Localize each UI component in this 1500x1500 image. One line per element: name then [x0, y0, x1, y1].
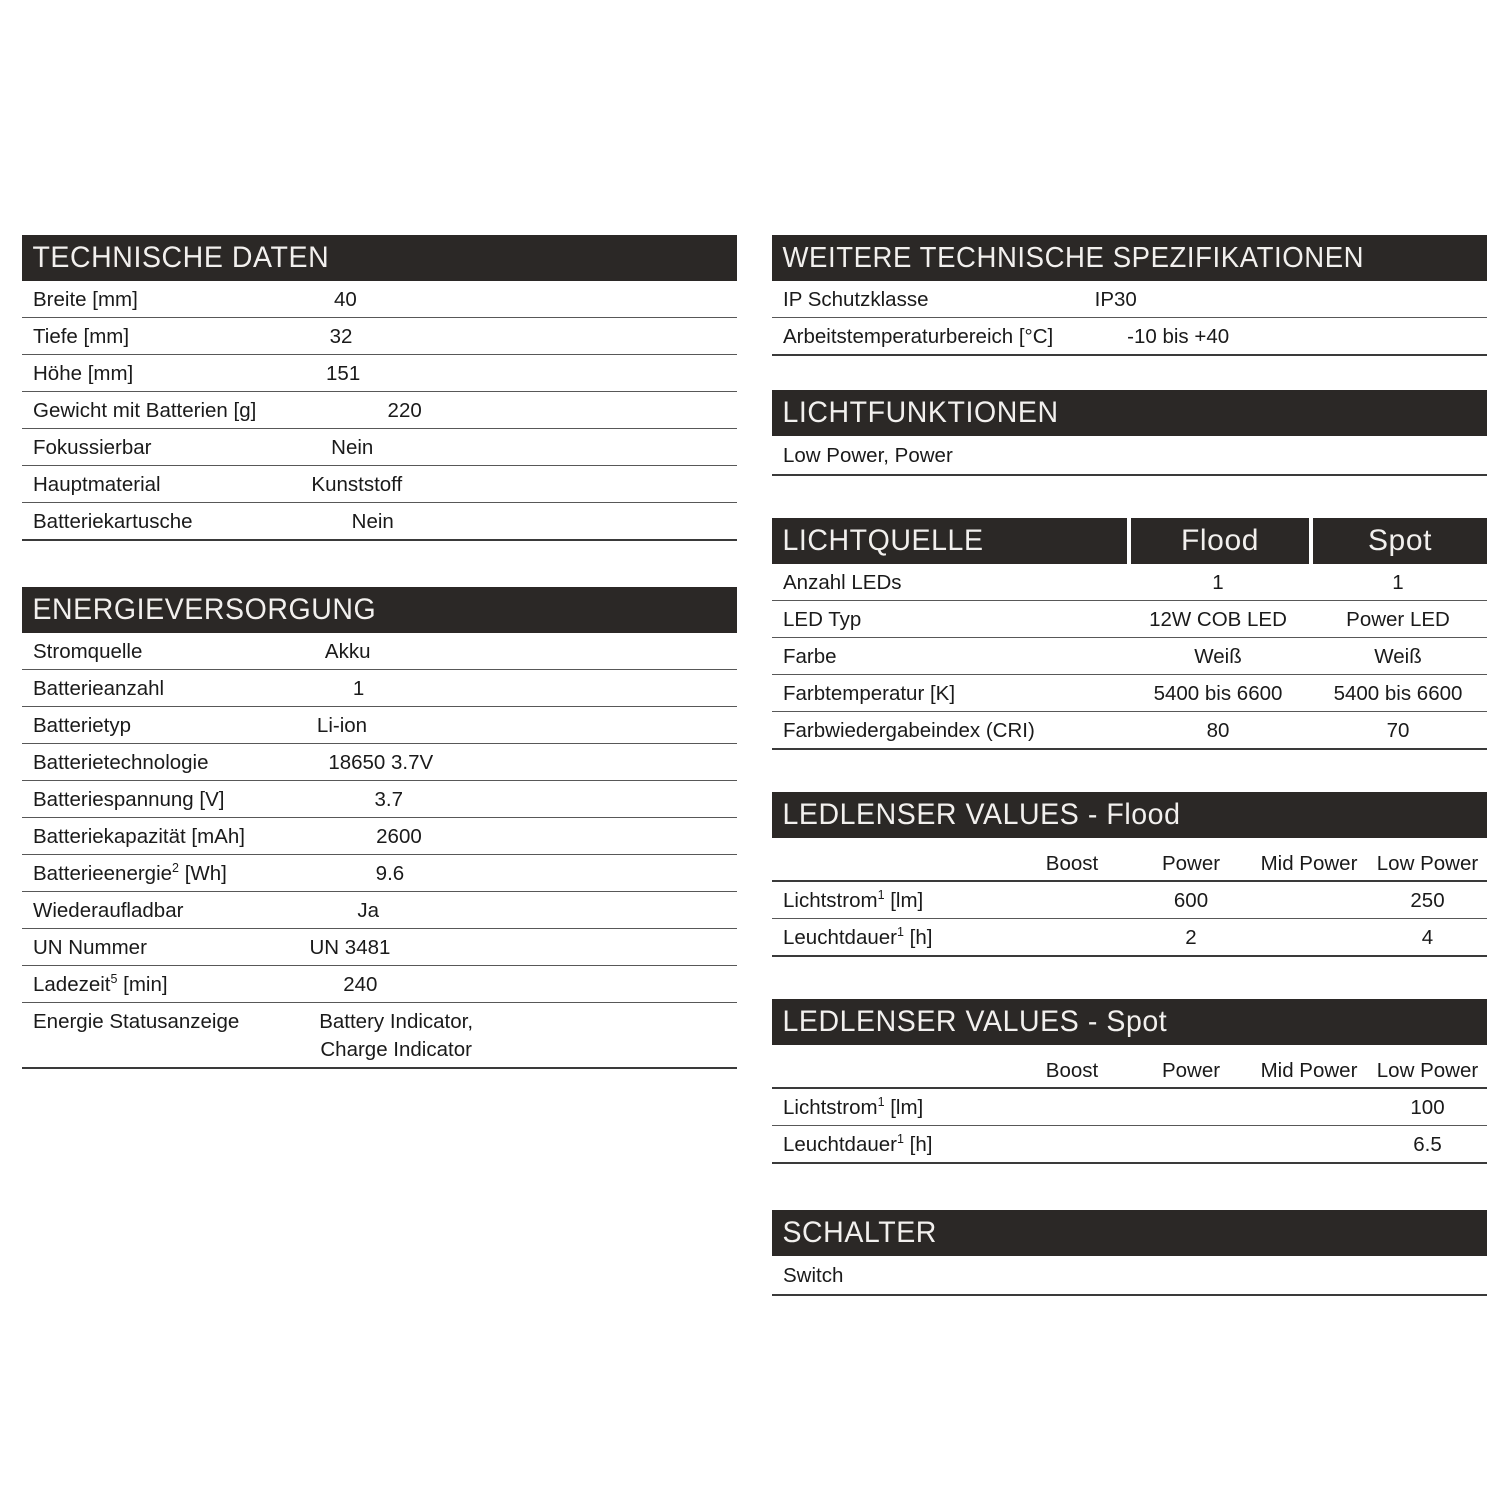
footnote-marker: 2 — [172, 861, 179, 876]
section-spacer — [772, 356, 1487, 390]
row-label: Anzahl LEDs — [783, 571, 902, 594]
section-title: LICHTFUNKTIONEN — [782, 396, 1059, 429]
table-row — [22, 355, 737, 392]
section-header-lichtfunktionen — [772, 390, 1487, 436]
row-value-power: 600 — [1173, 889, 1209, 912]
table-row — [22, 707, 737, 744]
table-column-headers — [772, 838, 1487, 880]
row-label: Batteriekapazität [mAh] — [33, 825, 245, 848]
table-row — [772, 318, 1487, 356]
row-label: Batterietyp — [33, 714, 131, 737]
row-value-low-power: 250 — [1410, 889, 1445, 912]
row-value: Nein — [351, 510, 394, 533]
row-label: Tiefe [mm] — [33, 325, 130, 348]
section-spacer — [772, 957, 1487, 999]
row-value: Akku — [324, 640, 371, 663]
section-title: TECHNISCHE DATEN — [32, 241, 330, 274]
row-value-low-power: 100 — [1410, 1096, 1445, 1119]
section-header-ledlenser-values-spot — [772, 999, 1487, 1045]
column-header-spot — [1313, 518, 1487, 564]
row-label: Batterieenergie$^2$ [Wh] — [33, 861, 227, 885]
section-title: WEITERE TECHNISCHE SPEZIFIKATIONEN — [782, 241, 1365, 274]
column-label: Flood — [1180, 524, 1260, 557]
row-value-flood: 1 — [1212, 571, 1224, 594]
footnote-marker: 1 — [896, 1132, 904, 1147]
table-row — [22, 966, 737, 1003]
section-spacer — [772, 750, 1487, 792]
section-title: LICHTQUELLE — [782, 524, 984, 557]
row-value-power: 2 — [1185, 926, 1197, 949]
row-value-flood: 12W COB LED — [1149, 608, 1287, 631]
table-energieversorgung — [22, 633, 737, 1069]
row-value-spot: 1 — [1392, 571, 1404, 594]
table-weitere-spezifikationen — [772, 281, 1487, 356]
section-header-ledlenser-values-flood — [772, 792, 1487, 838]
row-value: UN 3481 — [309, 936, 391, 959]
table-row — [772, 281, 1487, 318]
table-row — [22, 670, 737, 707]
table-lichtquelle — [772, 564, 1487, 750]
table-row — [772, 712, 1487, 750]
row-value-spot: Power LED — [1346, 608, 1450, 631]
row-value: Ja — [357, 899, 380, 922]
row-label: Lichtstrom$^1$ [lm] — [783, 888, 924, 912]
column-label-boost: Boost — [1045, 852, 1099, 875]
table-row — [772, 1087, 1487, 1126]
row-value-spot: 5400 bis 6600 — [1333, 682, 1463, 705]
row-value: Nein — [331, 436, 374, 459]
row-value: 18650 3.7V — [328, 751, 434, 774]
row-value-spot: Weiß — [1374, 645, 1422, 668]
table-row — [22, 892, 737, 929]
table-row — [772, 601, 1487, 638]
table-row — [22, 818, 737, 855]
table-ledlenser-values-spot — [772, 1045, 1487, 1164]
row-value: -10 bis +40 — [1127, 325, 1230, 348]
column-label: Spot — [1367, 524, 1433, 557]
row-label: Hauptmaterial — [33, 473, 161, 496]
row-label: UN Nummer — [33, 936, 147, 959]
row-label: Batterietechnologie — [33, 751, 209, 774]
footnote-marker: 1 — [896, 925, 904, 940]
section-header-main-cell — [772, 518, 1127, 564]
table-row — [772, 436, 1487, 476]
row-value: Switch — [783, 1264, 844, 1287]
table-row — [772, 1256, 1487, 1296]
column-header-flood — [1131, 518, 1309, 564]
section-spacer — [22, 541, 737, 587]
table-technische-daten — [22, 281, 737, 541]
table-schalter — [772, 1256, 1487, 1296]
row-label: Batteriekartusche — [33, 510, 193, 533]
row-label: Arbeitstemperaturbereich [°C] — [783, 325, 1054, 348]
section-header-lichtquelle — [772, 518, 1487, 564]
left-column — [22, 235, 737, 1069]
column-label-mid-power: Mid Power — [1260, 1059, 1358, 1082]
table-row — [22, 929, 737, 966]
table-row — [22, 855, 737, 892]
row-label: Farbe — [783, 645, 837, 668]
row-value: 40 — [333, 288, 357, 311]
section-title: LEDLENSER VALUES - Flood — [782, 798, 1181, 831]
section-title: ENERGIEVERSORGUNG — [32, 593, 377, 626]
row-label: LED Typ — [783, 608, 862, 631]
row-label: Breite [mm] — [33, 288, 138, 311]
section-header-technische-daten — [22, 235, 737, 281]
row-value: IP30 — [1094, 288, 1137, 311]
table-row — [772, 638, 1487, 675]
row-value: Low Power, Power — [783, 444, 953, 467]
row-value-flood: 5400 bis 6600 — [1153, 682, 1283, 705]
row-value: 1 — [352, 677, 365, 700]
section-header-schalter — [772, 1210, 1487, 1256]
row-label: Ladezeit$^5$ [min] — [33, 972, 168, 996]
section-title: SCHALTER — [782, 1216, 937, 1249]
table-row — [22, 466, 737, 503]
spec-sheet — [22, 235, 1487, 1296]
column-label-power: Power — [1161, 852, 1221, 875]
table-row — [22, 1003, 737, 1069]
row-value-flood: 80 — [1206, 719, 1230, 742]
row-label: Farbtemperatur [K] — [783, 682, 956, 705]
row-value: 3.7 — [374, 788, 403, 811]
section-header-weitere-spezifikationen — [772, 235, 1487, 281]
row-label: IP Schutzklasse — [783, 288, 929, 311]
section-spacer — [772, 476, 1487, 518]
row-value-flood: Weiß — [1194, 645, 1242, 668]
row-label: Fokussierbar — [33, 436, 152, 459]
section-header-energieversorgung — [22, 587, 737, 633]
table-row — [22, 281, 737, 318]
section-title: LEDLENSER VALUES - Spot — [782, 1005, 1168, 1038]
row-value: 220 — [387, 399, 422, 422]
table-row — [772, 564, 1487, 601]
row-value: 32 — [329, 325, 353, 348]
table-ledlenser-values-flood — [772, 838, 1487, 957]
footnote-marker: 1 — [877, 888, 885, 903]
row-label: Energie Statusanzeige — [33, 1010, 240, 1033]
row-value: 240 — [343, 973, 378, 996]
row-label: Wiederaufladbar — [33, 899, 184, 922]
table-row — [22, 633, 737, 670]
footnote-marker: 5 — [110, 972, 118, 987]
row-label: Gewicht mit Batterien [g] — [33, 399, 257, 422]
row-value: Li-ion — [316, 714, 368, 737]
column-label-power: Power — [1161, 1059, 1221, 1082]
table-lichtfunktionen — [772, 436, 1487, 476]
row-label: Leuchtdauer$^1$ [h] — [783, 925, 933, 949]
row-value: 2600 — [376, 825, 422, 848]
row-value: Kunststoff — [311, 473, 403, 496]
row-value: Battery Indicator, Charge Indicator — [319, 1010, 474, 1061]
table-row — [772, 919, 1487, 957]
table-column-headers — [772, 1045, 1487, 1087]
table-row — [22, 318, 737, 355]
row-value: 9.6 — [375, 862, 405, 885]
section-spacer — [772, 1164, 1487, 1210]
table-row — [772, 880, 1487, 919]
row-label: Stromquelle — [33, 640, 143, 663]
table-row — [772, 675, 1487, 712]
row-label: Batteriespannung [V] — [33, 788, 225, 811]
table-row — [22, 503, 737, 541]
row-value-spot: 70 — [1386, 719, 1410, 742]
row-label: Lichtstrom$^1$ [lm] — [783, 1095, 924, 1119]
column-label-low-power: Low Power — [1376, 852, 1479, 875]
table-row — [22, 744, 737, 781]
row-value: 151 — [326, 362, 361, 385]
footnote-marker: 1 — [877, 1095, 885, 1110]
table-row — [22, 392, 737, 429]
right-column — [772, 235, 1487, 1296]
row-value-low-power: 6.5 — [1413, 1133, 1442, 1156]
row-label: Batterieanzahl — [33, 677, 165, 700]
column-label-mid-power: Mid Power — [1260, 852, 1358, 875]
column-label-boost: Boost — [1045, 1059, 1099, 1082]
column-label-low-power: Low Power — [1376, 1059, 1479, 1082]
table-row — [22, 429, 737, 466]
table-row — [772, 1126, 1487, 1164]
row-value-low-power: 4 — [1421, 926, 1434, 949]
row-label: Höhe [mm] — [33, 362, 134, 385]
table-row — [22, 781, 737, 818]
row-label: Farbwiedergabeindex (CRI) — [783, 719, 1035, 742]
row-label: Leuchtdauer$^1$ [h] — [783, 1132, 933, 1156]
